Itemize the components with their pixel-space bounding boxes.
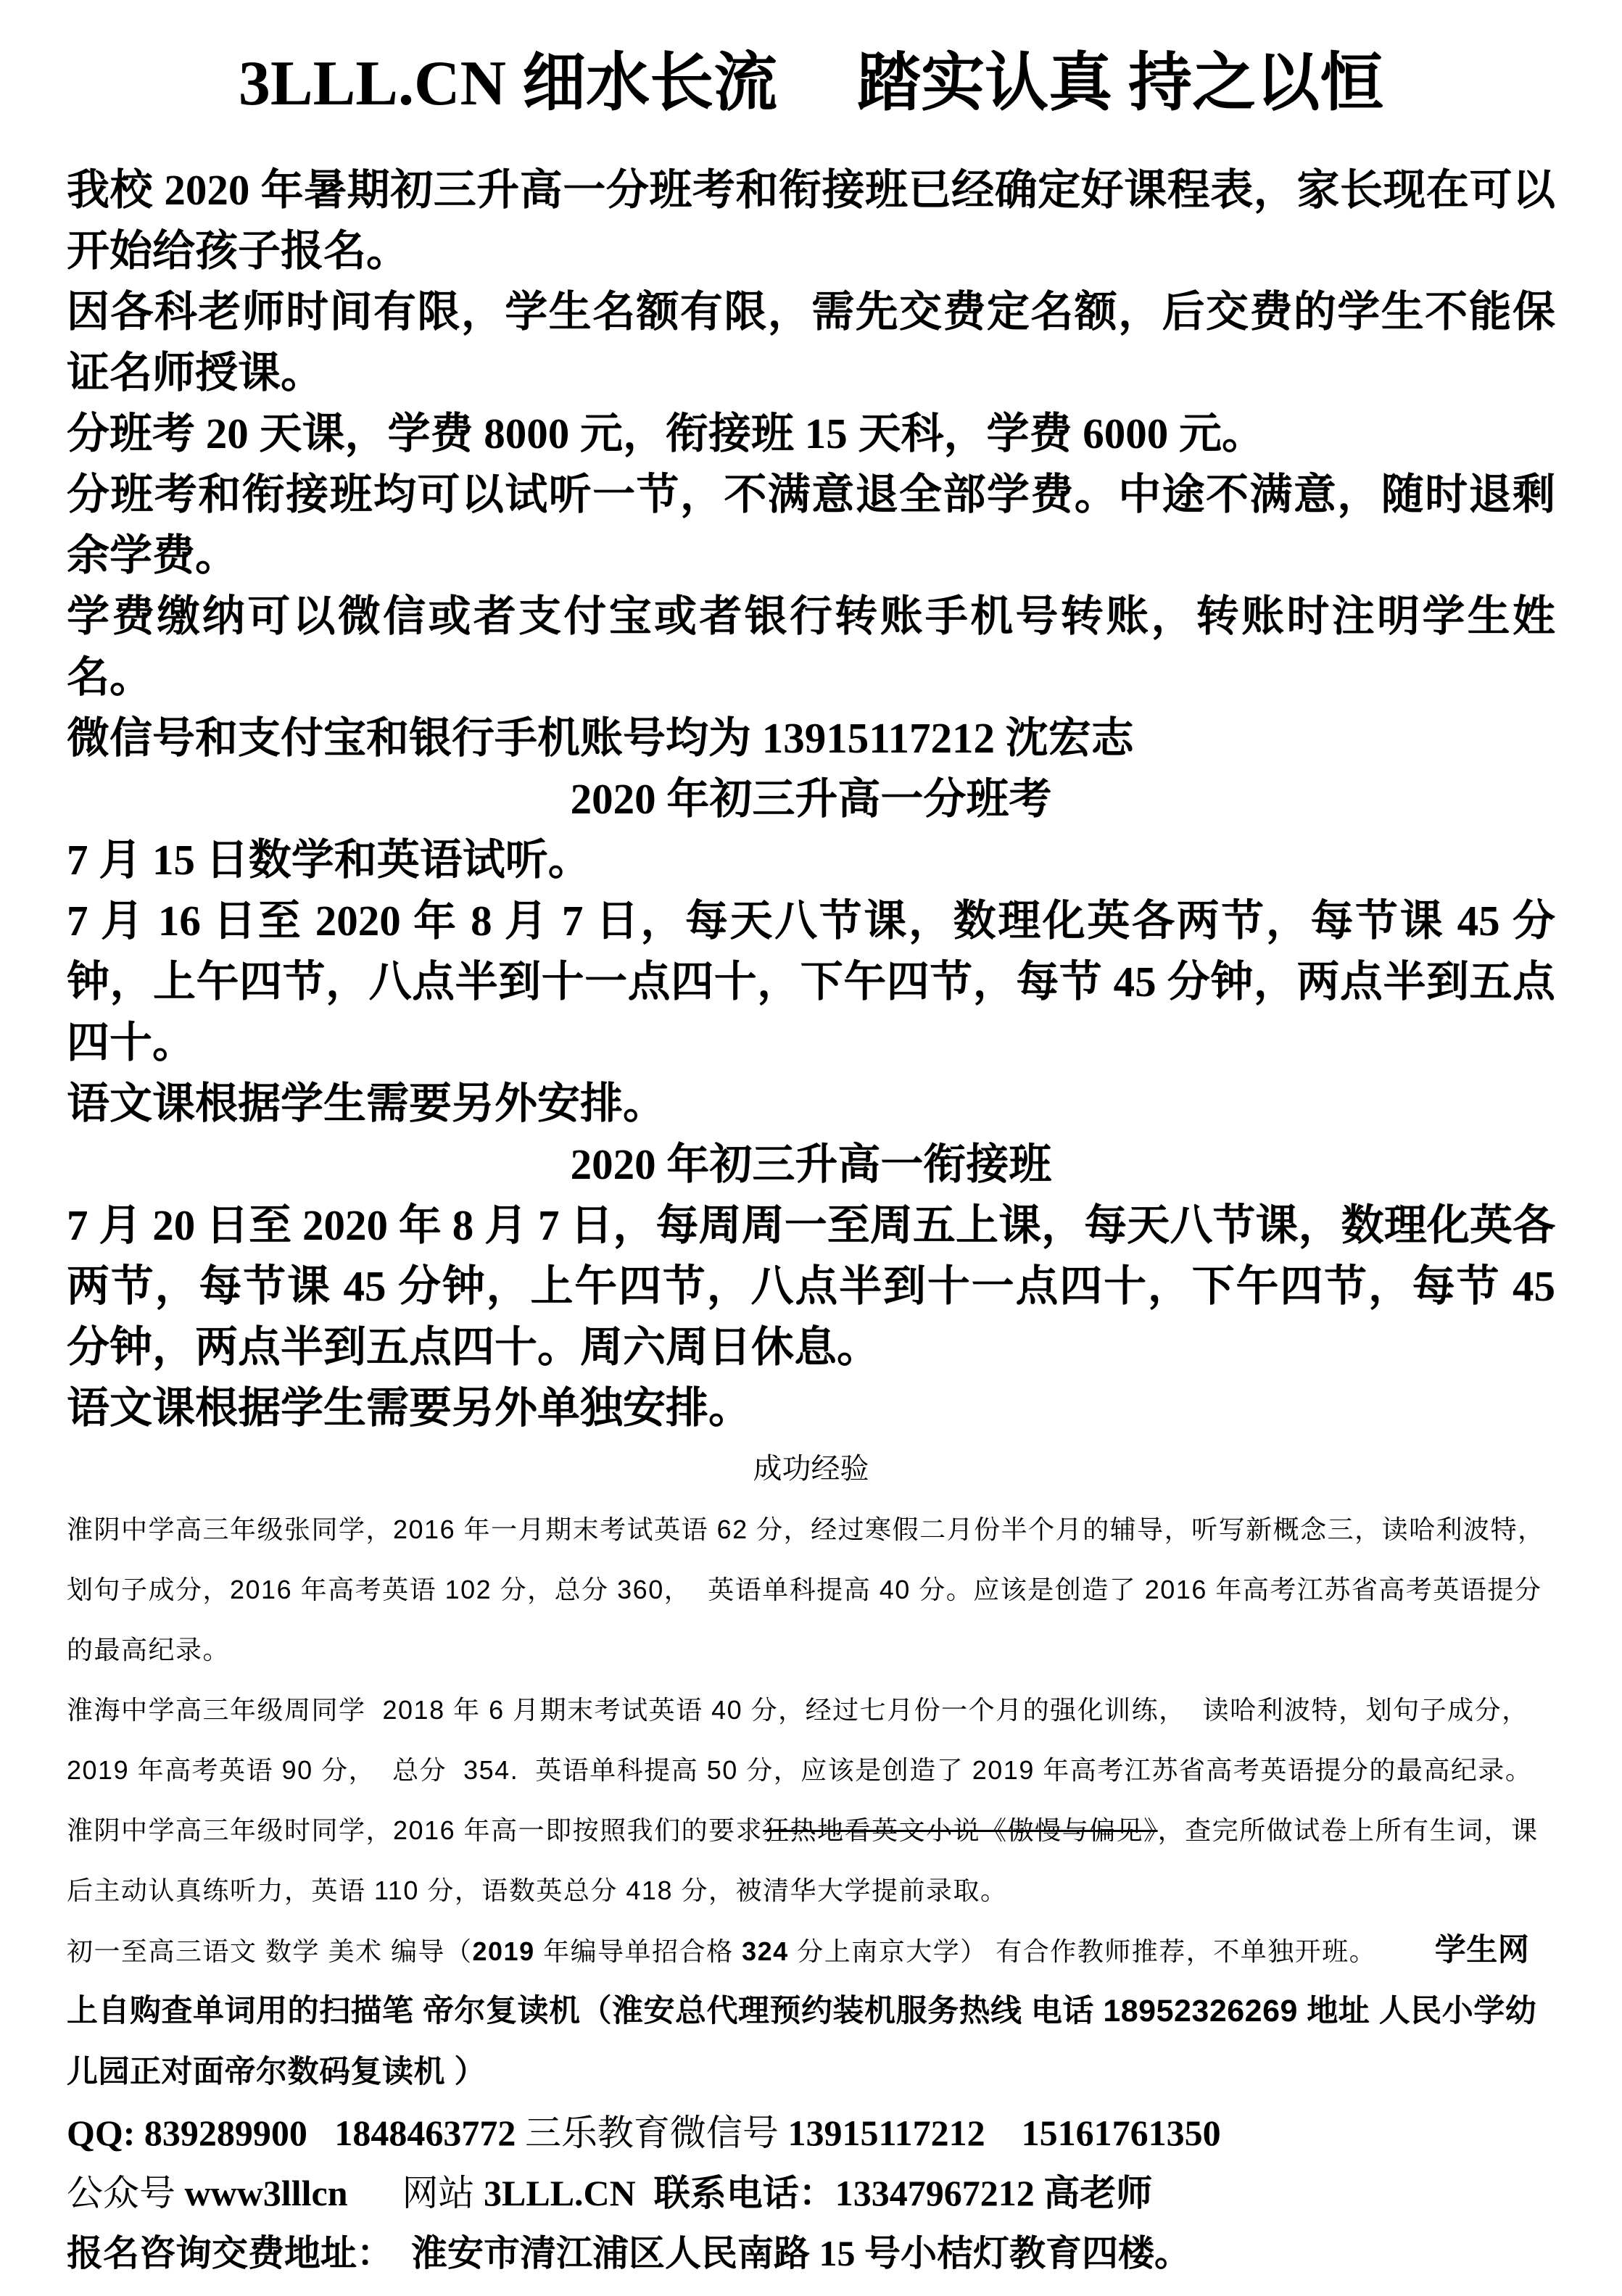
text-segment: 2020 年初三升高一衔接班 xyxy=(570,1140,1052,1188)
trial-date-paragraph xyxy=(67,829,1555,890)
chinese-class-note-1 xyxy=(67,1073,1555,1134)
text-segment-promo: 学生网上自购查单词用的扫描笔 帝尔复读机（淮安总代理预约装机服务热线 电话 18952326269 地址 人民小学幼儿园正对面帝尔数码复读机 ） xyxy=(67,1933,1537,2089)
bridge-schedule-paragraph xyxy=(67,1195,1555,1377)
text-segment: 语文课根据学生需要另外安排。 xyxy=(67,1079,666,1127)
success-story-1 xyxy=(67,1499,1555,1680)
text-segment: 7 月 15 日数学和英语试听。 xyxy=(67,836,591,884)
text-segment: 语文课根据学生需要另外单独安排。 xyxy=(67,1384,752,1432)
text-segment: 7 月 20 日至 2020 年 8 月 7 日，每周周一至周五上课，每天八节课，数理化英各两节，每节课 45 分钟，上午四节，八点半到十一点四十，下午四节，每节 45 分钟，两点半到五点四十。周六周日休息。 xyxy=(67,1201,1555,1371)
text-segment-plain xyxy=(636,2173,654,2213)
text-segment-b: 2019 xyxy=(472,1936,535,1966)
website-phone-line xyxy=(67,2163,1555,2224)
text-segment-bserif: 13915117212 15161761350 xyxy=(787,2113,1221,2153)
tuition-paragraph xyxy=(67,403,1555,464)
text-segment-bserif: 联系电话：13347967212 高老师 xyxy=(653,2173,1153,2213)
text-segment-plain: 网站 xyxy=(347,2173,484,2213)
text-segment: 初一至高三语文 数学 美术 编导（ xyxy=(67,1936,473,1966)
text-segment-strike: 狂热地看英文小说《傲慢与偏见》 xyxy=(763,1815,1158,1845)
address-line xyxy=(67,2224,1555,2284)
text-segment: 学费缴纳可以微信或者支付宝或者银行转账手机号转账，转账时注明学生姓名。 xyxy=(67,592,1555,701)
text-segment: 分班考和衔接班均可以试听一节，不满意退全部学费。中途不满意，随时退剩余学费。 xyxy=(67,471,1555,579)
text-segment: 我校 2020 年暑期初三升高一分班考和衔接班已经确定好课程表，家长现在可以开始给孩子报名。 xyxy=(67,166,1555,275)
text-segment: 因各科老师时间有限，学生名额有限，需先交费定名额，后交费的学生不能保证名师授课。 xyxy=(67,288,1555,397)
text-segment: 淮海中学高三年级周同学 2018 年 6 月期末考试英语 40 分，经过七月份一个月的强化训练， 读哈利波特，划句子成分，2019 年高考英语 90 分， 总分 354. 英语单科提高 50 分，应该是创造了 2019 年高考江苏省高考英语提分的最高纪录。 xyxy=(67,1695,1533,1785)
text-segment-plain: 公众号 xyxy=(67,2173,185,2213)
placement-schedule-paragraph xyxy=(67,890,1555,1073)
payment-paragraph xyxy=(67,586,1555,708)
text-segment: 淮阴中学高三年级时同学，2016 年高一即按照我们的要求 xyxy=(67,1815,764,1845)
quota-paragraph xyxy=(67,281,1555,403)
text-segment-plain: 三乐教育微信号 xyxy=(524,2113,788,2153)
page-title: 3LLL.CN 细水长流 踏实认真 持之以恒 xyxy=(238,49,1384,119)
chinese-class-note-2 xyxy=(67,1377,1555,1438)
account-paragraph xyxy=(67,708,1555,768)
text-segment: 2020 年初三升高一分班考 xyxy=(570,775,1052,823)
text-segment: ，查完所做试卷上所有生词，课后主动认真练听力，英语 110 分，语数英总分 418 分，被清华大学提前录取。 xyxy=(67,1815,1539,1905)
intro-paragraph xyxy=(67,159,1555,281)
courses-and-devices-paragraph xyxy=(67,1920,1555,2103)
text-segment: 淮阴中学高三年级张同学，2016 年一月期末考试英语 62 分，经过寒假二月份半个月的辅导，听写新概念三，读哈利波特，划句子成分，2016 年高考英语 102 分，总分 360， 英语单科提高 40 分。应该是创造了 2016 年高考江苏省高考英语提分的最高纪录。 xyxy=(67,1514,1545,1665)
success-heading xyxy=(67,1438,1555,1499)
text-segment-bserif: www3lllcn xyxy=(184,2173,348,2213)
success-story-3 xyxy=(67,1800,1555,1920)
text-segment-bserif: 3LLL.CN xyxy=(484,2173,636,2213)
document-body xyxy=(67,159,1555,2284)
text-segment: 微信号和支付宝和银行手机账号均为 13915117212 沈宏志 xyxy=(67,714,1134,762)
text-segment: 分上南京大学） 有合作教师推荐，不单独开班。 xyxy=(788,1936,1435,1966)
refund-paragraph xyxy=(67,464,1555,586)
text-segment-bserif: 报名咨询交费地址： 淮安市清江浦区人民南路 15 号小桔灯教育四楼。 xyxy=(67,2233,1191,2274)
text-segment: 7 月 16 日至 2020 年 8 月 7 日，每天八节课，数理化英各两节，每节课 45 分钟，上午四节，八点半到十一点四十，下午四节，每节 45 分钟，两点半到五点四十。 xyxy=(67,897,1555,1066)
text-segment: 年编导单招合格 xyxy=(534,1936,742,1966)
qq-wechat-line xyxy=(67,2103,1555,2163)
success-story-2 xyxy=(67,1680,1555,1800)
text-segment-bserif: QQ: 839289900 1848463772 xyxy=(67,2113,525,2153)
text-segment: 成功经验 xyxy=(753,1453,869,1485)
bridge-class-heading xyxy=(67,1134,1555,1195)
text-segment-b: 324 xyxy=(742,1936,789,1966)
text-segment: 分班考 20 天课，学费 8000 元，衔接班 15 天科，学费 6000 元。 xyxy=(67,410,1265,457)
placement-exam-heading xyxy=(67,768,1555,829)
